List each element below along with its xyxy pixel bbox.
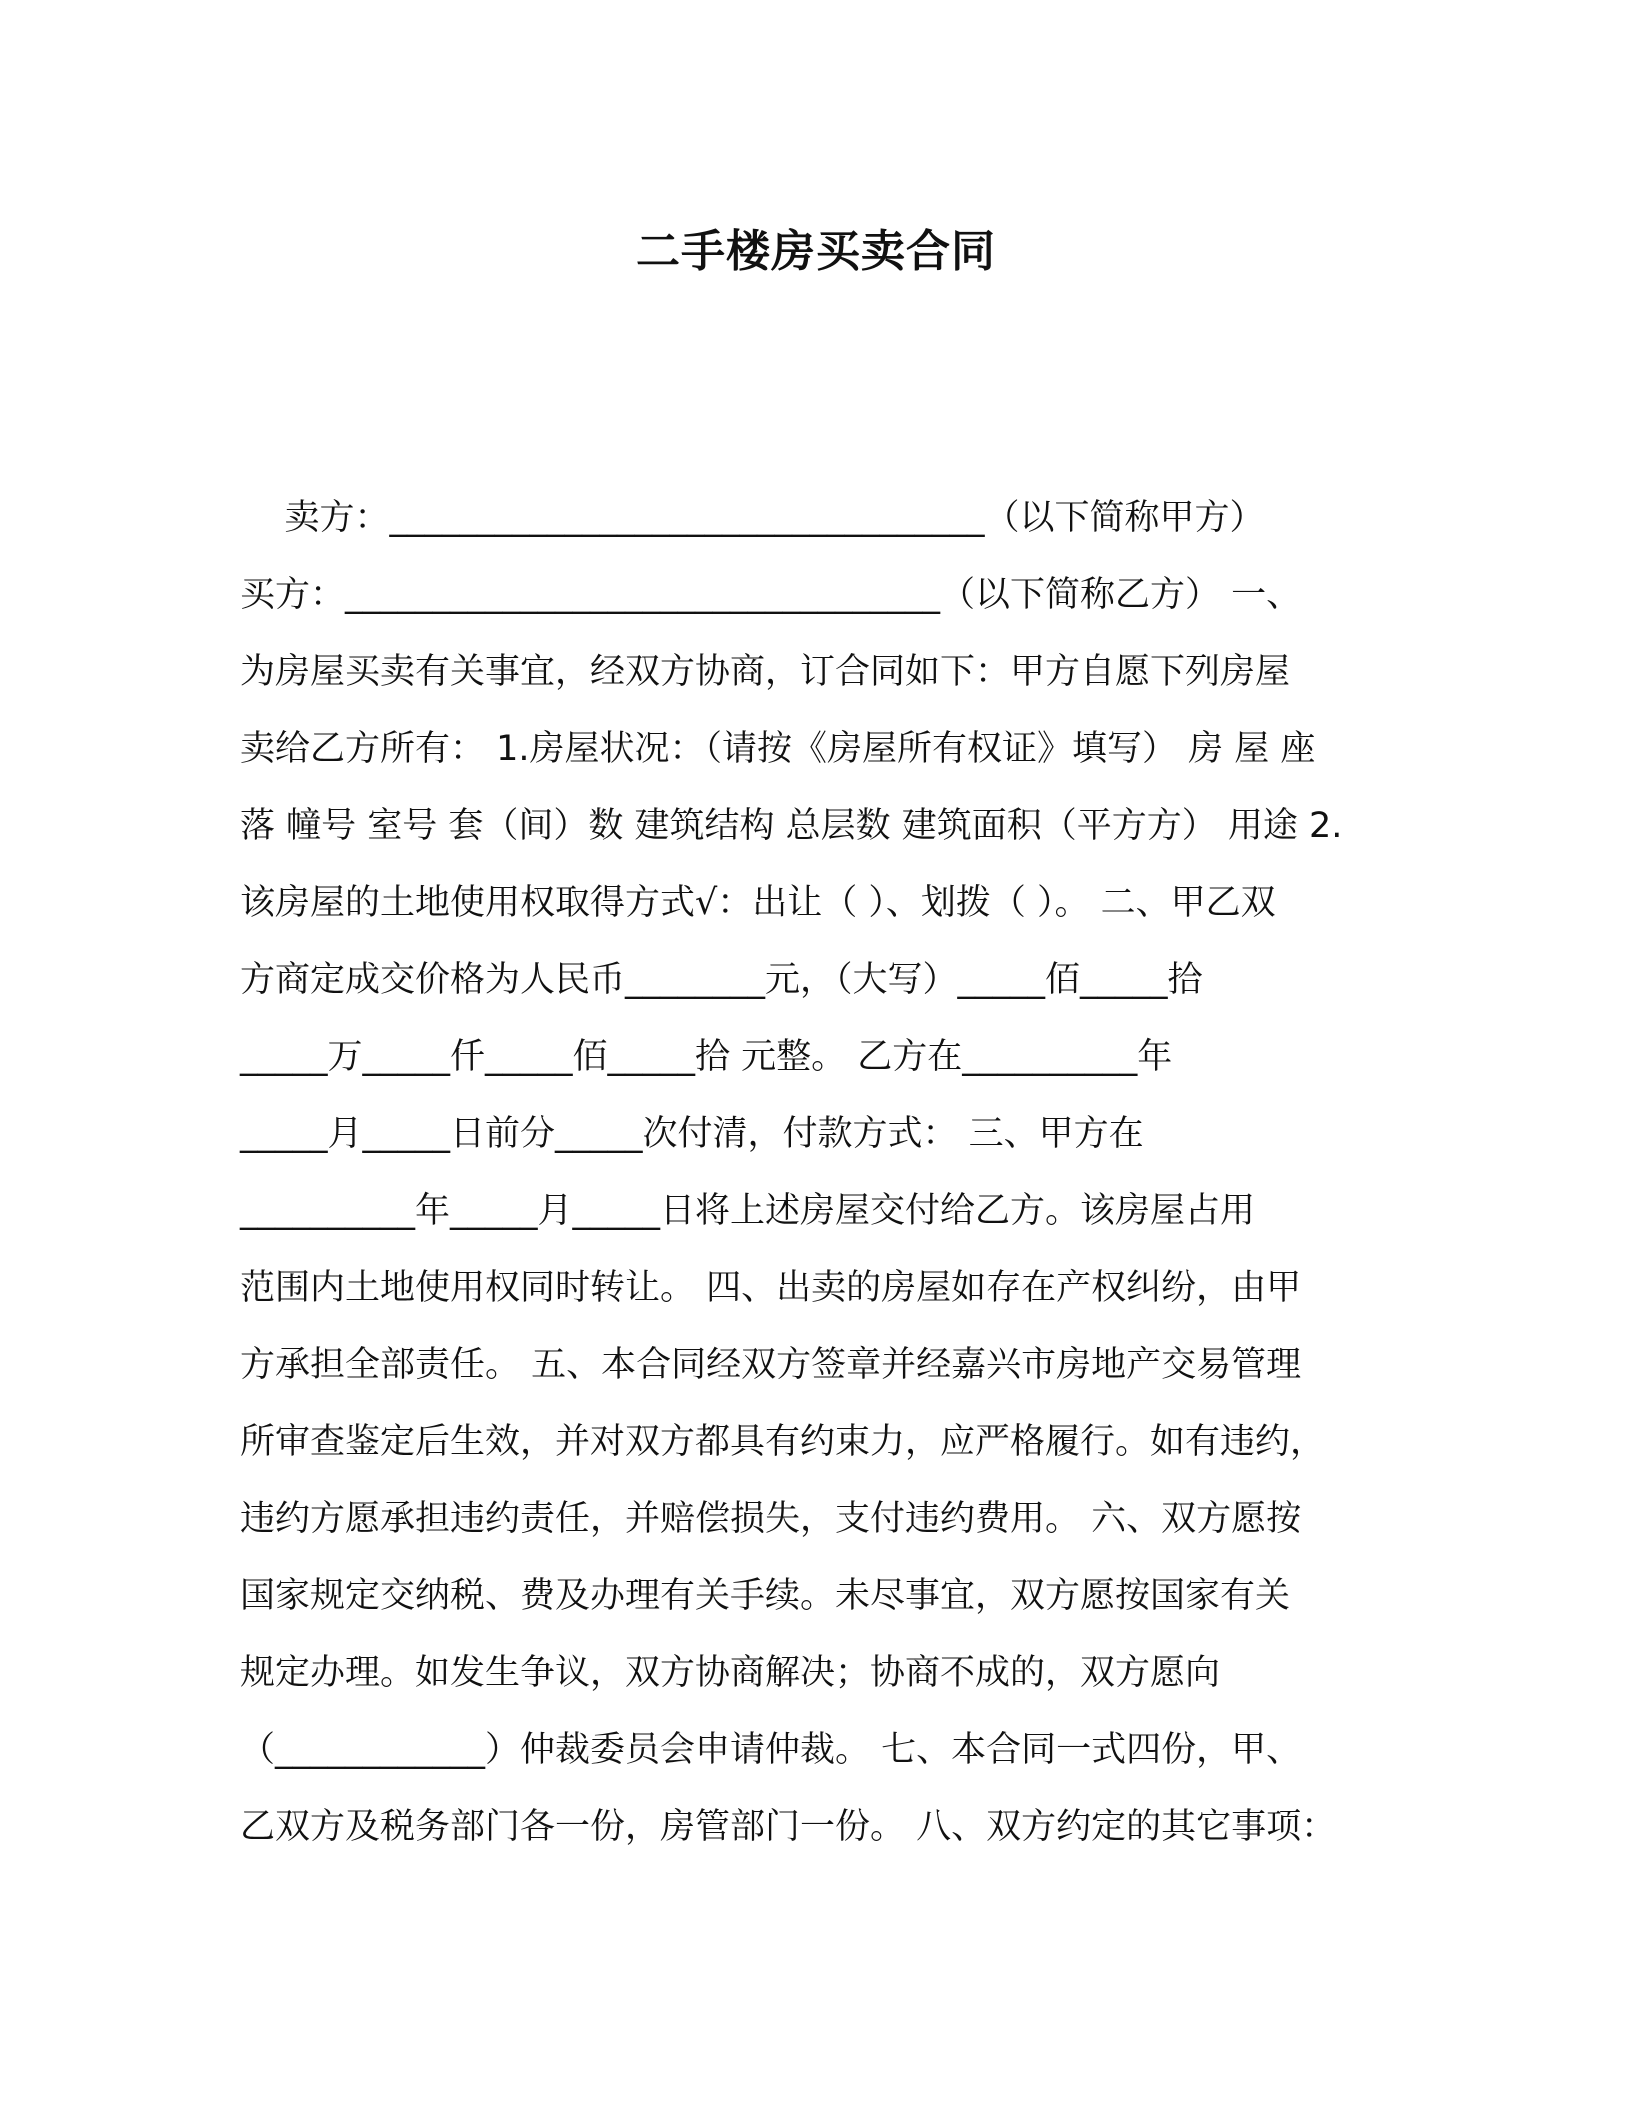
contract-line-16: 规定办理。如发生争议，双方协商解决；协商不成的，双方愿向 [240, 1653, 1221, 1693]
contract-line-14: 违约方愿承担违约责任，并赔偿损失，支付违约费用。 六、双方愿按 [240, 1499, 1302, 1539]
contract-line-18: 乙双方及税务部门各一份，房管部门一份。 八、双方约定的其它事项： [240, 1807, 1337, 1847]
document-title: 二手楼房买卖合同 [636, 226, 996, 277]
contract-line-4: 卖给乙方所有： 1.房屋状况：（请按《房屋所有权证》填写） 房 屋 座 [240, 729, 1316, 769]
contract-line-11: 范围内土地使用权同时转让。 四、出卖的房屋如存在产权纠纷，由甲 [240, 1268, 1302, 1308]
contract-line-17: （____________）仲裁委员会申请仲裁。 七、本合同一式四份，甲、 [240, 1730, 1302, 1770]
contract-line-15: 国家规定交纳税、费及办理有关手续。未尽事宜，双方愿按国家有关 [240, 1576, 1291, 1616]
contract-line-7: 方商定成交价格为人民币________元，（大写）_____佰_____拾 [240, 960, 1203, 1000]
contract-line-2: 买方：__________________________________（以下简称乙方） 一、 [240, 575, 1302, 615]
contract-line-6: 该房屋的土地使用权取得方式√：出让（ ）、划拨（ ）。 二、甲乙双 [240, 883, 1276, 923]
contract-line-8: _____万_____仟_____佰_____拾 元整。 乙方在__________年 [240, 1037, 1173, 1077]
contract-line-3: 为房屋买卖有关事宜，经双方协商，订合同如下：甲方自愿下列房屋 [240, 652, 1291, 692]
contract-line-13: 所审查鉴定后生效，并对双方都具有约束力，应严格履行。如有违约， [240, 1422, 1326, 1462]
contract-line-1: 卖方：__________________________________（以下简称甲方） [240, 498, 1265, 538]
contract-line-5: 落 幢号 室号 套（间）数 建筑结构 总层数 建筑面积（平方方） 用途 2. [240, 806, 1343, 846]
contract-line-12: 方承担全部责任。 五、本合同经双方签章并经嘉兴市房地产交易管理 [240, 1345, 1302, 1385]
contract-line-10: __________年_____月_____日将上述房屋交付给乙方。该房屋占用 [240, 1191, 1256, 1231]
contract-line-9: _____月_____日前分_____次付清，付款方式： 三、甲方在 [240, 1114, 1144, 1154]
